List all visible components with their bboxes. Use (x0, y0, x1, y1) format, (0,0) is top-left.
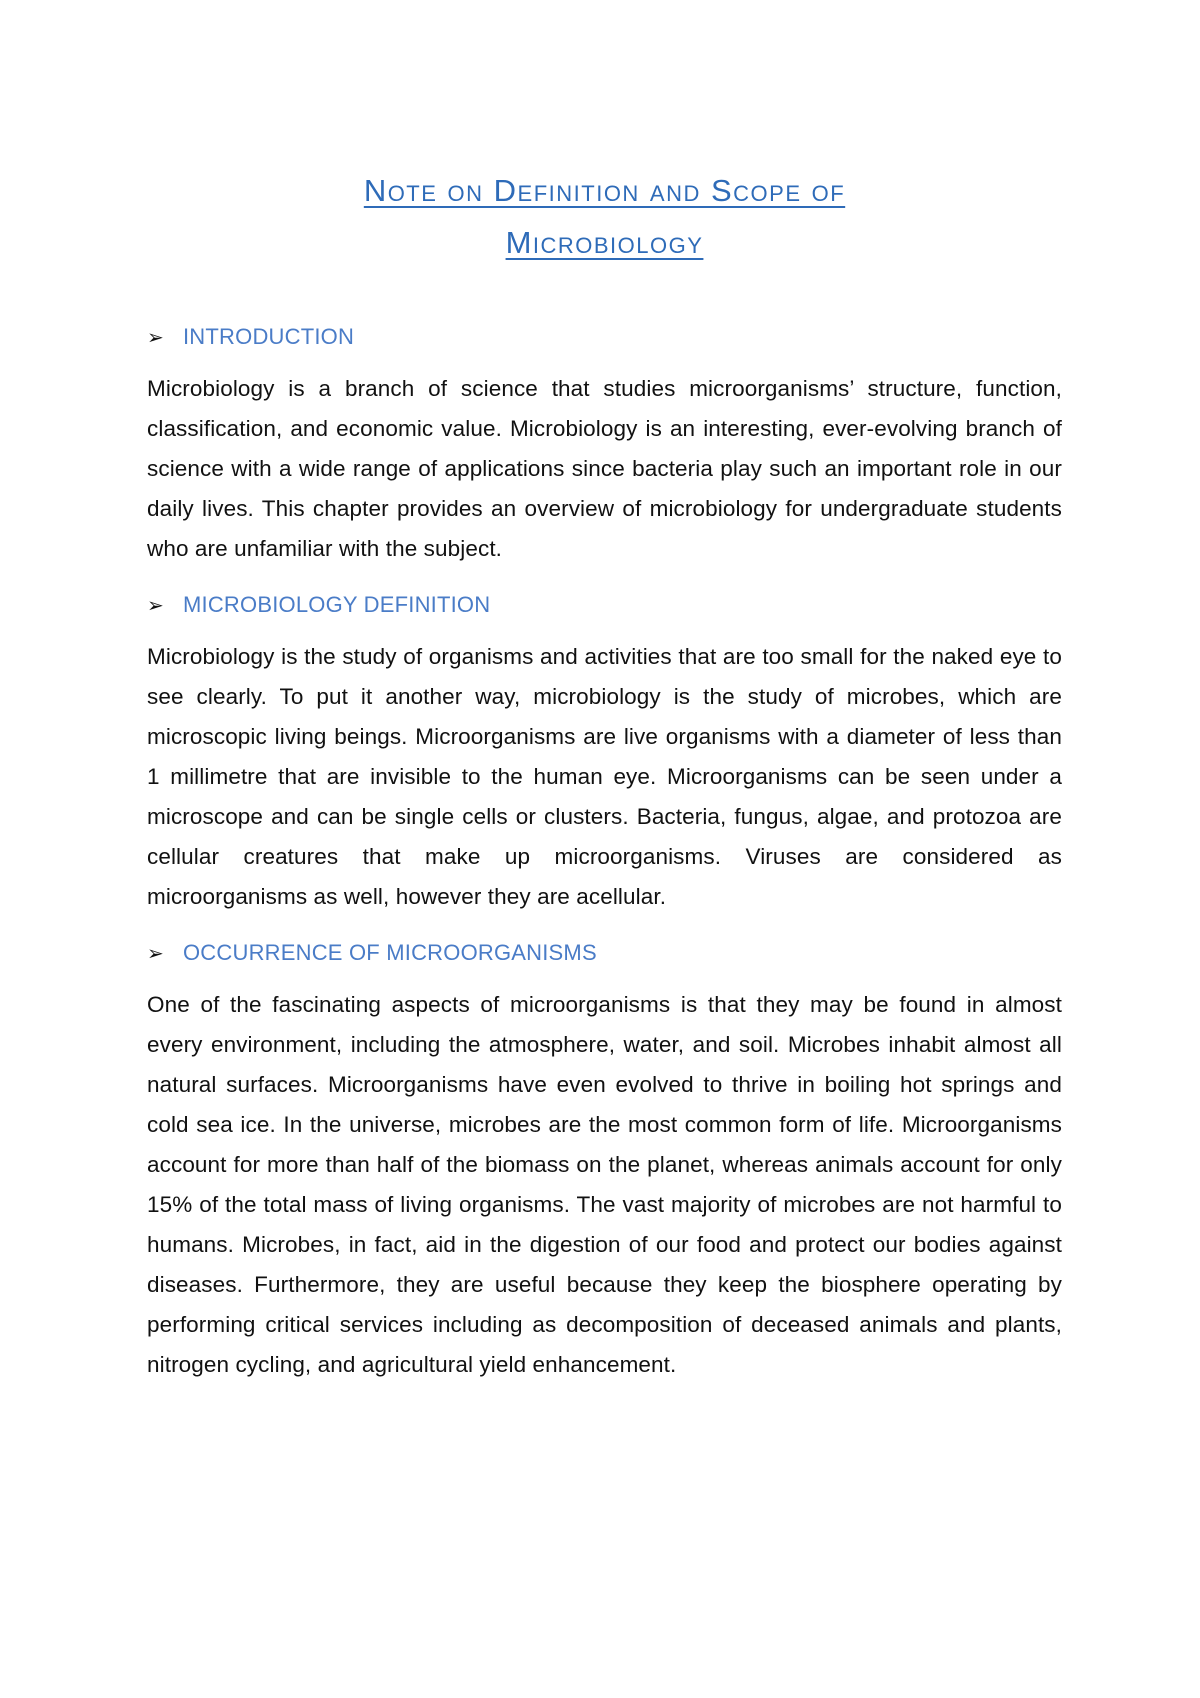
section-heading-label: INTRODUCTION (183, 324, 355, 349)
section-body: Microbiology is the study of organisms and activities that are too small for the naked eye to see clearly. To put it another way, microbiology is the study of microbes, which are microscopic living beings. Microorganisms are live organisms with a diameter of less than 1 millimetre that are invisible to the human eye. Microorganisms can be seen under a microscope and can be single cells or clusters. Bacteria, fungus, algae, and protozoa are cellular creatures that make up microorganisms. Viruses are considered as microorganisms as well, however they are acellular. (147, 644, 1062, 909)
arrowhead-bullet-icon: ➢ (147, 941, 164, 965)
title-line-1: Note on Definition and Scope of (363, 173, 846, 208)
section-heading-label: OCCURRENCE OF MICROORGANISMS (183, 940, 597, 965)
section-occurrence (147, 933, 1062, 1385)
title-line-2: Microbiology (505, 225, 704, 260)
section-heading (147, 933, 1062, 973)
section-heading-label: MICROBIOLOGY DEFINITION (183, 592, 491, 617)
section-body: Microbiology is a branch of science that studies microorganisms’ structure, function, classification, and economic value. Microbiology is an interesting, ever-evolving branch of science with a wide range of applications since bacteria play such an important role in our daily lives. This chapter provides an overview of microbiology for undergraduate students who are unfamiliar with the subject. (147, 376, 1062, 561)
section-introduction (147, 317, 1062, 569)
page-title (147, 165, 1062, 269)
document-page (147, 165, 1062, 1401)
section-definition (147, 585, 1062, 917)
arrowhead-bullet-icon: ➢ (147, 325, 164, 349)
section-body: One of the fascinating aspects of microorganisms is that they may be found in almost every environment, including the atmosphere, water, and soil. Microbes inhabit almost all natural surfaces. Microorganisms have even evolved to thrive in boiling hot springs and cold sea ice. In the universe, microbes are the most common form of life. Microorganisms account for more than half of the biomass on the planet, whereas animals account for only 15% of the total mass of living organisms. The vast majority of microbes are not harmful to humans. Microbes, in fact, aid in the digestion of our food and protect our bodies against diseases. Furthermore, they are useful because they keep the biosphere operating by performing critical services including as decomposition of deceased animals and plants, nitrogen cycling, and agricultural yield enhancement. (147, 992, 1062, 1377)
section-heading (147, 317, 1062, 357)
arrowhead-bullet-icon: ➢ (147, 593, 164, 617)
section-heading (147, 585, 1062, 625)
